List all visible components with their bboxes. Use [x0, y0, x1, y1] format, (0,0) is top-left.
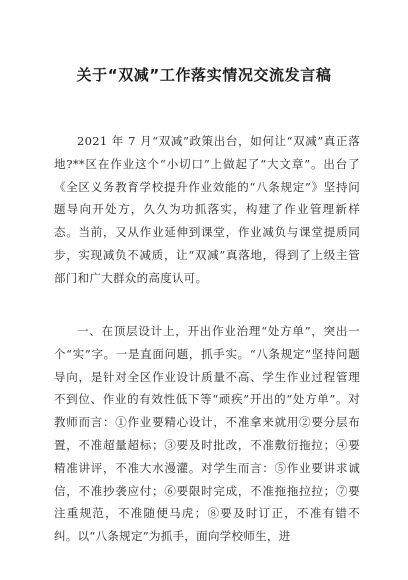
paragraph-section-one: 一、在顶层设计上，开出作业治理“处方单”，突出一个“实”字。一是直面问题，抓手实。“八条规定”坚持问题导向，是针对全区作业设计质量不高、学生作业过程管理不到位、作业的有效性低下等“顽疾”开出的“处方单”。对教师而言：①作业要精心设计，不准拿来就用②要分层布置，不准超量超标；③要及时批改，不准敷衍拖拉；④要精准讲评，不准大水漫灌。对学生而言：⑤作业要讲求诚信，不准抄袭应付；⑥要限时完成，不准拖拖拉拉；⑦要注重规范，不准随便马虎；⑧要及时订正，不准有错不纠。以“八条规定”为抓手，面向学校师生，进	[54, 324, 360, 544]
document-title: 关于“双减”工作落实情况交流发言稿	[76, 66, 332, 84]
paragraph-intro: 2021 年 7 月“双减”政策出台，如何让“双减”真正落地?**区在作业这个“小切口”上做起了“大文章”。出台了《全区义务教育学校提升作业效能的“八条规定”》坚持问题导向开处方，久久为功抓落实，构建了作业管理新样态。当前，又从作业延伸到课堂，作业减负与课堂提质同步，实现减负不减质，让“双减”真落地，得到了上级主管部门和广大群众的高度认可。	[54, 134, 360, 285]
